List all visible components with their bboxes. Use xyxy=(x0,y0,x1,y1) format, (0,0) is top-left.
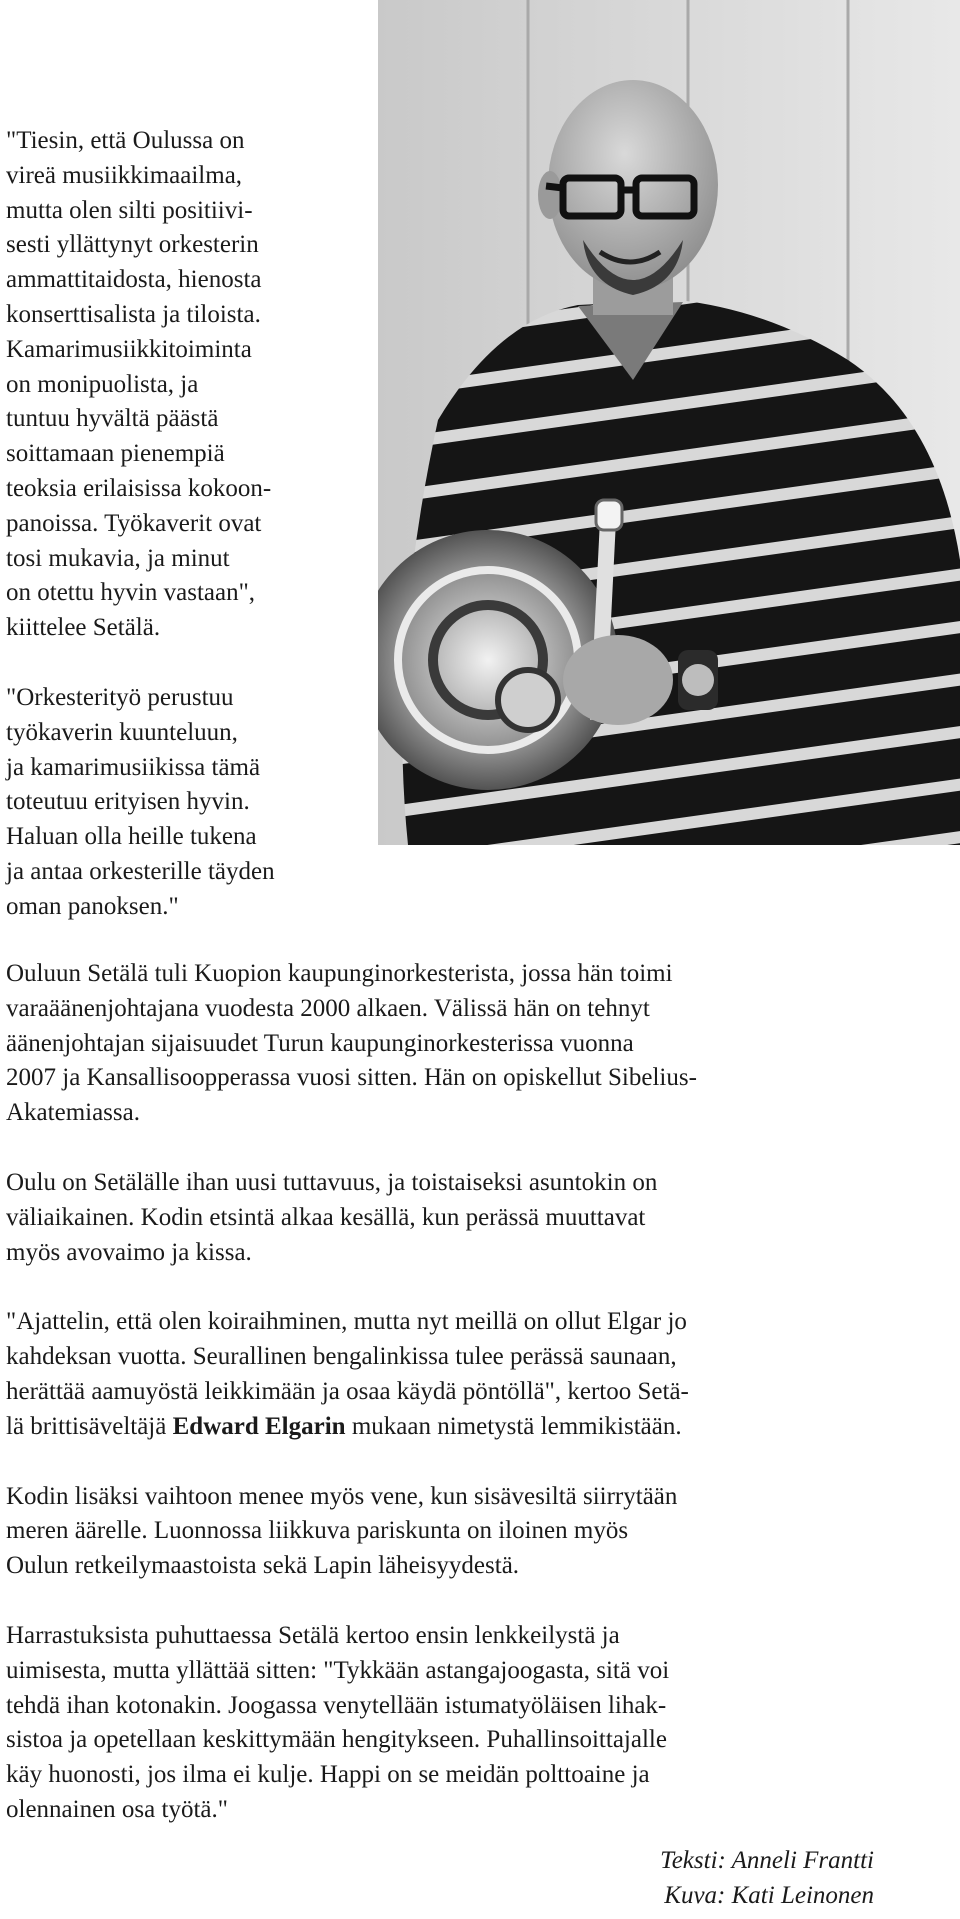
text-line: Haluan olla heille tukena xyxy=(6,823,257,851)
text-line: konserttisalista ja tiloista. xyxy=(6,300,261,328)
text-line: herättää aamuyöstä leikkimään ja osaa käydä pöntöllä", kertoo Setä- xyxy=(6,1377,689,1405)
text-line: myös avovaimo ja kissa. xyxy=(6,1238,252,1266)
text-line: toteutuu erityisen hyvin. xyxy=(6,788,250,816)
intro-quotes-column xyxy=(6,124,368,925)
text-line: Oulun retkeilymaastoista sekä Lapin läheisyydestä. xyxy=(6,1552,520,1580)
text-line: "Tiesin, että Oulussa on xyxy=(6,127,245,154)
text-line: ja kamarimusiikissa tämä xyxy=(6,753,261,781)
text-line: kahdeksan vuotta. Seurallinen bengalinkissa tulee perässä saunaan, xyxy=(6,1343,677,1371)
text-line: tehdä ihan kotonakin. Joogassa venytellään istumatyöläisen lihak- xyxy=(6,1691,667,1719)
text-line: uimisesta, mutta yllättää sitten: "Tykkään astangajoogasta, sitä voi xyxy=(6,1656,670,1684)
body-paragraph-4 xyxy=(6,1480,946,1584)
text-line: on monipuolista, ja xyxy=(6,370,199,398)
body-paragraph-5 xyxy=(6,1619,946,1828)
bold-name: Edward Elgarin xyxy=(172,1412,346,1440)
text-line: varaäänenjohtajana vuodesta 2000 alkaen. Välissä hän on tehnyt xyxy=(6,994,650,1022)
quote-paragraph-2 xyxy=(6,681,368,925)
text-line: työkaverin kuunteluun, xyxy=(6,718,238,746)
text-line: teoksia erilaisissa kokoon- xyxy=(6,474,272,502)
text-fragment: mukaan nimetystä lemmikistään. xyxy=(345,1412,682,1440)
text-line: Ouluun Setälä tuli Kuopion kaupunginorkesterista, jossa hän toimi xyxy=(6,960,673,987)
text-line xyxy=(6,1410,946,1445)
portrait-photo xyxy=(378,0,960,845)
body-paragraph-1 xyxy=(6,957,946,1131)
text-line: tuntuu hyvältä päästä xyxy=(6,405,219,433)
text-line: Oulu on Setälälle ihan uusi tuttavuus, ja toistaiseksi asuntokin on xyxy=(6,1168,658,1196)
text-line: meren äärelle. Luonnossa liikkuva pariskunta on iloinen myös xyxy=(6,1517,629,1545)
text-line: soittamaan pienempiä xyxy=(6,440,225,468)
text-line: äänenjohtajan sijaisuudet Turun kaupunginorkesterissa vuonna xyxy=(6,1029,634,1057)
text-line: ja antaa orkesterille täyden xyxy=(6,857,275,885)
article-body xyxy=(6,957,946,1863)
text-line: kiittelee Setälä. xyxy=(6,614,161,642)
text-line: oman panoksen." xyxy=(6,892,179,920)
photo-credit: Kuva: Kati Leinonen xyxy=(664,1881,874,1909)
text-line: sistoa ja opetellaan keskittymään hengitykseen. Puhallinsoittajalle xyxy=(6,1726,667,1754)
text-line: "Ajattelin, että olen koiraihminen, mutta nyt meillä on ollut Elgar jo xyxy=(6,1308,687,1336)
text-fragment: lä brittisäveltäjä xyxy=(6,1412,173,1440)
text-line: Harrastuksista puhuttaessa Setälä kertoo ensin lenkkeilystä ja xyxy=(6,1621,620,1649)
text-line: mutta olen silti positiivi- xyxy=(6,196,253,224)
credits xyxy=(660,1844,874,1914)
text-line: Kodin lisäksi vaihtoon menee myös vene, kun sisävesiltä siirrytään xyxy=(6,1482,678,1510)
text-line: sesti yllättynyt orkesterin xyxy=(6,231,259,259)
text-line: Kamarimusiikkitoiminta xyxy=(6,335,252,363)
text-credit: Teksti: Anneli Frantti xyxy=(660,1847,874,1874)
text-line: käy huonosti, jos ilma ei kulje. Happi on se meidän polttoaine ja xyxy=(6,1761,650,1789)
text-line: olennainen osa työtä." xyxy=(6,1795,228,1823)
text-line: väliaikainen. Kodin etsintä alkaa kesällä, kun perässä muuttavat xyxy=(6,1203,646,1231)
quote-paragraph-1 xyxy=(6,124,368,646)
text-line: "Orkesterityö perustuu xyxy=(6,683,234,711)
text-line: on otettu hyvin vastaan", xyxy=(6,579,256,607)
body-paragraph-3 xyxy=(6,1305,946,1444)
text-line: panoissa. Työkaverit ovat xyxy=(6,509,262,537)
body-paragraph-2 xyxy=(6,1166,946,1270)
text-line: tosi mukavia, ja minut xyxy=(6,544,230,572)
text-line: vireä musiikkimaailma, xyxy=(6,161,243,189)
text-line: 2007 ja Kansallisoopperassa vuosi sitten. Hän on opiskellut Sibelius- xyxy=(6,1064,697,1092)
text-line: ammattitaidosta, hienosta xyxy=(6,266,262,294)
text-line: Akatemiassa. xyxy=(6,1099,140,1127)
